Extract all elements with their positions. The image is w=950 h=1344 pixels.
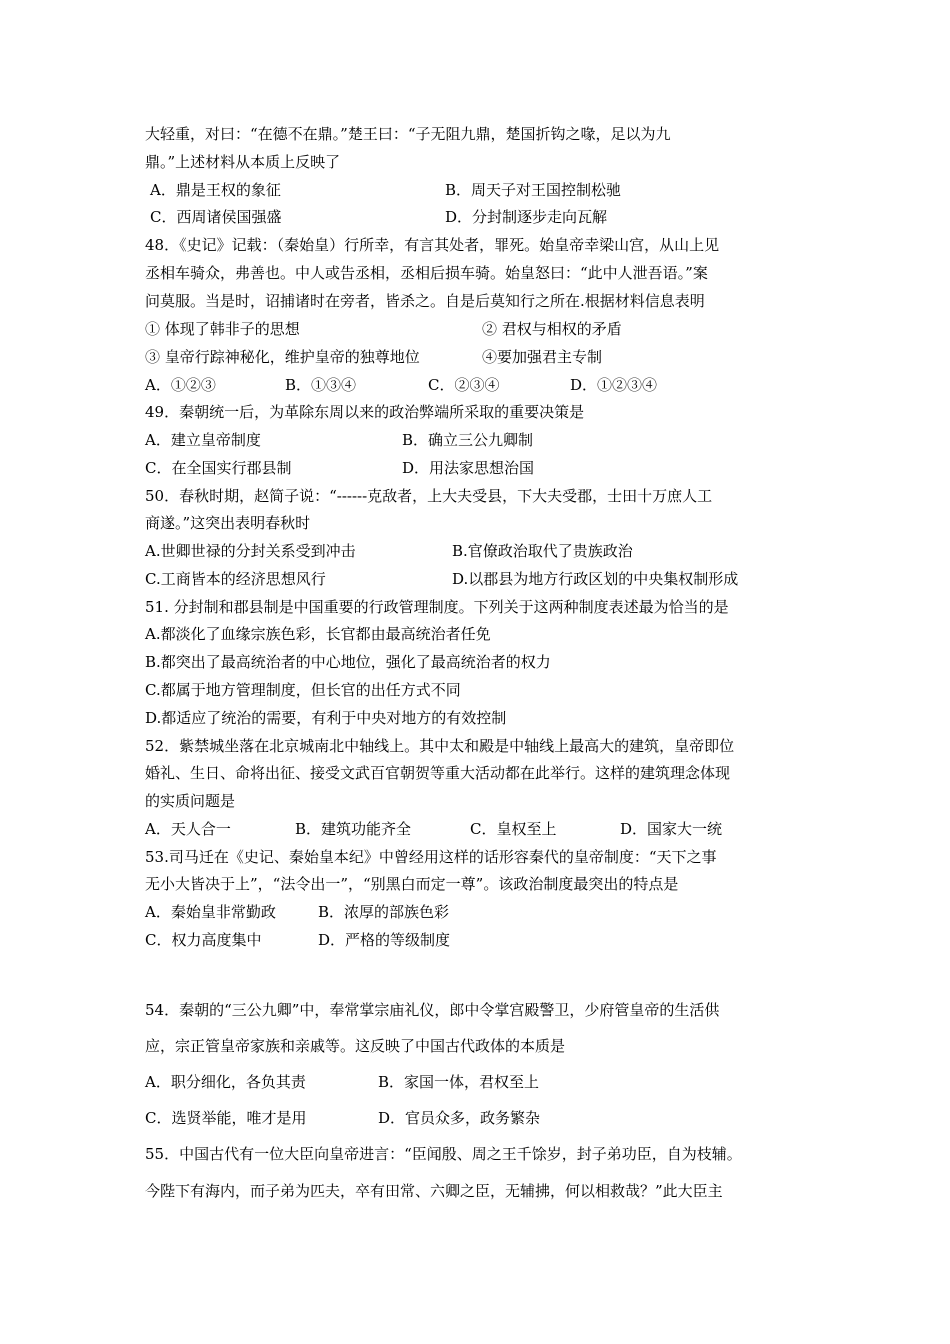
option-d: D．官员众多，政务繁杂 (378, 1109, 541, 1127)
option-c: C.工商皆本的经济思想风行 (145, 570, 326, 588)
option-b: B．确立三公九卿制 (402, 431, 534, 449)
option-a: A．天人合一 (145, 820, 231, 838)
question-54-stem: 54．秦朝的“三公九卿”中，奉常掌宗庙礼仪，郎中令掌宫殿警卫，少府管皇帝的生活供 (145, 1001, 720, 1019)
option-c: C．权力高度集中 (145, 931, 262, 949)
option-a: A．秦始皇非常勤政 (145, 903, 276, 921)
statement-4: ④要加强君主专制 (482, 348, 603, 366)
question-text-line: 商遂。”这突出表明春秋时 (145, 514, 311, 532)
option-a: A．①②③ (145, 376, 216, 394)
question-text-line: 婚礼、生日、命将出征、接受文武百官朝贺等重大活动都在此举行。这样的建筑理念体现 (145, 764, 731, 782)
option-a: A.都淡化了血缘宗族色彩，长官都由最高统治者任免 (145, 625, 491, 643)
question-51-stem: 51. 分封制和郡县制是中国重要的行政管理制度。下列关于这两种制度表述最为恰当的是 (145, 598, 729, 616)
question-48-stem: 48．《史记》记载：（秦始皇）行所幸，有言其处者，罪死。始皇帝幸梁山宫，从山上见 (145, 236, 720, 254)
question-text-line: 的实质问题是 (145, 792, 236, 810)
question-text-line: 丞相车骑众，弗善也。中人或告丞相，丞相后损车骑。始皇怒曰：“此中人泄吾语。”案 (145, 264, 708, 282)
option-a: A．职分细化，各负其责 (145, 1073, 306, 1091)
option-c: C．选贤举能，唯才是用 (145, 1109, 307, 1127)
option-b: B．建筑功能齐全 (295, 820, 412, 838)
option-c: C.都属于地方管理制度，但长官的出任方式不同 (145, 681, 461, 699)
statement-3: ③ 皇帝行踪神秘化，维护皇帝的独尊地位 (145, 348, 420, 366)
option-d: D．严格的等级制度 (318, 931, 451, 949)
option-c: C．在全国实行郡县制 (145, 459, 292, 477)
question-49-stem: 49．秦朝统一后，为革除东周以来的政治弊端所采取的重要决策是 (145, 403, 585, 421)
option-b: B．家国一体，君权至上 (378, 1073, 540, 1091)
option-d: D.以郡县为地方行政区划的中央集权制形成 (452, 570, 739, 588)
option-c: C．西周诸侯国强盛 (150, 208, 282, 226)
option-b: B．①③④ (285, 376, 357, 394)
option-c: C．②③④ (428, 376, 500, 394)
question-52-stem: 52．紫禁城坐落在北京城南北中轴线上。其中太和殿是中轴线上最高大的建筑，皇帝即位 (145, 737, 735, 755)
question-text-line: 无小大皆决于上”，“法令出一”，“别黑白而定一尊”。该政治制度最突出的特点是 (145, 875, 679, 893)
option-a: A.世卿世禄的分封关系受到冲击 (145, 542, 356, 560)
option-b: B．周天子对王国控制松驰 (445, 181, 622, 199)
statement-1: ① 体现了韩非子的思想 (145, 320, 300, 338)
question-text-line: 鼎。”上述材料从本质上反映了 (145, 153, 341, 171)
question-50-stem: 50．春秋时期，赵简子说：“------克敌者，上大夫受县，下大夫受郡，士田十万庶人工 (145, 487, 713, 505)
option-b: B．浓厚的部族色彩 (318, 903, 450, 921)
question-text-line: 今陛下有海内，而子弟为匹夫，卒有田常、六卿之臣，无辅拂，何以相救哉？”此大臣主 (145, 1182, 723, 1200)
question-53-stem: 53.司马迁在《史记、秦始皇本纪》中曾经用这样的话形容秦代的皇帝制度：“天下之事 (145, 848, 717, 866)
question-text-line: 大轻重，对曰：“在德不在鼎。”楚王曰：“子无阻九鼎，楚国折钩之喙，足以为九 (145, 125, 671, 143)
question-text-line: 应，宗正管皇帝家族和亲戚等。这反映了中国古代政体的本质是 (145, 1037, 566, 1055)
option-d: D．用法家思想治国 (402, 459, 535, 477)
option-b: B.官僚政治取代了贵族政治 (452, 542, 633, 560)
option-d: D.都适应了统治的需要，有利于中央对地方的有效控制 (145, 709, 507, 727)
option-b: B.都突出了最高统治者的中心地位，强化了最高统治者的权力 (145, 653, 551, 671)
statement-2: ② 君权与相权的矛盾 (482, 320, 622, 338)
question-55-stem: 55．中国古代有一位大臣向皇帝进言：“臣闻殷、周之王千馀岁，封子弟功臣，自为枝辅。 (145, 1145, 742, 1163)
option-a: A．建立皇帝制度 (145, 431, 261, 449)
option-d: D．分封制逐步走向瓦解 (445, 208, 608, 226)
option-a: A．鼎是王权的象征 (150, 181, 281, 199)
option-d: D．国家大一统 (620, 820, 723, 838)
option-c: C．皇权至上 (470, 820, 557, 838)
option-d: D．①②③④ (570, 376, 658, 394)
question-text-line: 问莫服。当是时，诏捕诸时在旁者，皆杀之。自是后莫知行之所在.根据材料信息表明 (145, 292, 705, 310)
